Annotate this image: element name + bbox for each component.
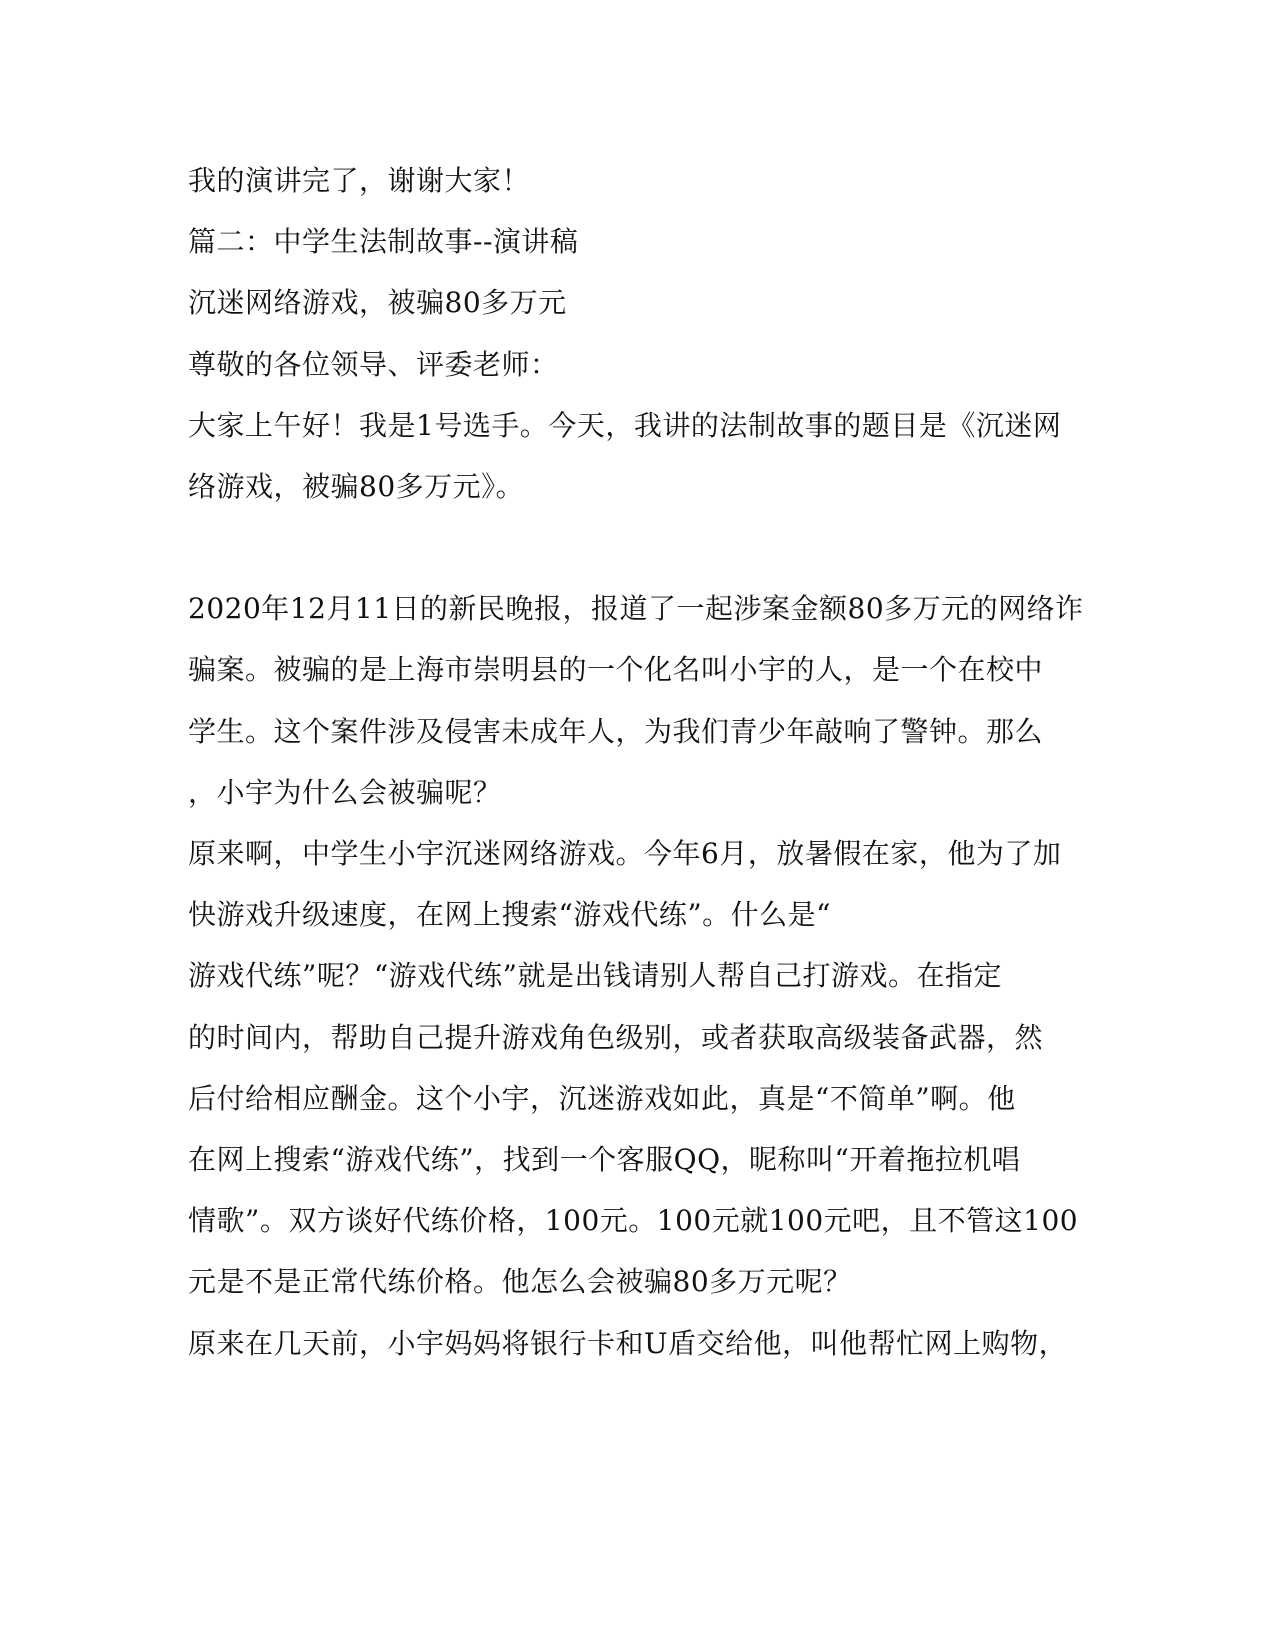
- paragraph-line: 情歌”。双方谈好代练价格，100元。100元就100元吧，且不管这100: [188, 1204, 1079, 1237]
- closing-line: 我的演讲完了，谢谢大家！: [188, 164, 531, 197]
- paragraph-line: 2020年12月11日的新民晚报，报道了一起涉案金额80多万元的网络诈: [188, 592, 1084, 625]
- paragraph-line: 络游戏，被骗80多万元》。: [188, 470, 525, 503]
- section-heading: 篇二：中学生法制故事--演讲稿: [188, 225, 579, 258]
- paragraph-line: 后付给相应酬金。这个小宇，沉迷游戏如此，真是“不简单”啊。他: [188, 1082, 1016, 1115]
- paragraph-line: 游戏代练”呢？“游戏代练”就是出钱请别人帮自己打游戏。在指定: [188, 959, 1002, 992]
- story-title: 沉迷网络游戏，被骗80多万元: [188, 286, 567, 319]
- paragraph-line: 在网上搜索“游戏代练”，找到一个客服QQ，昵称叫“开着拖拉机唱: [188, 1143, 1021, 1176]
- paragraph-line: 骗案。被骗的是上海市崇明县的一个化名叫小宇的人，是一个在校中: [188, 653, 1044, 686]
- paragraph-line: 原来啊，中学生小宇沉迷网络游戏。今年6月，放暑假在家，他为了加: [188, 837, 1062, 870]
- paragraph-line: 原来在几天前，小宇妈妈将银行卡和U盾交给他，叫他帮忙网上购物，: [188, 1327, 1068, 1360]
- salutation: 尊敬的各位领导、评委老师：: [188, 348, 559, 381]
- paragraph-line: 的时间内，帮助自己提升游戏角色级别，或者获取高级装备武器，然: [188, 1021, 1044, 1054]
- paragraph-line: ，小宇为什么会被骗呢？: [188, 776, 502, 809]
- paragraph-line: 元是不是正常代练价格。他怎么会被骗80多万元呢？: [188, 1265, 852, 1298]
- paragraph-line: 学生。这个案件涉及侵害未成年人，为我们青少年敲响了警钟。那么: [188, 715, 1044, 748]
- paragraph-line: 快游戏升级速度，在网上搜索“游戏代练”。什么是“: [188, 898, 831, 931]
- paragraph-line: 大家上午好！我是1号选手。今天，我讲的法制故事的题目是《沉迷网: [188, 409, 1062, 442]
